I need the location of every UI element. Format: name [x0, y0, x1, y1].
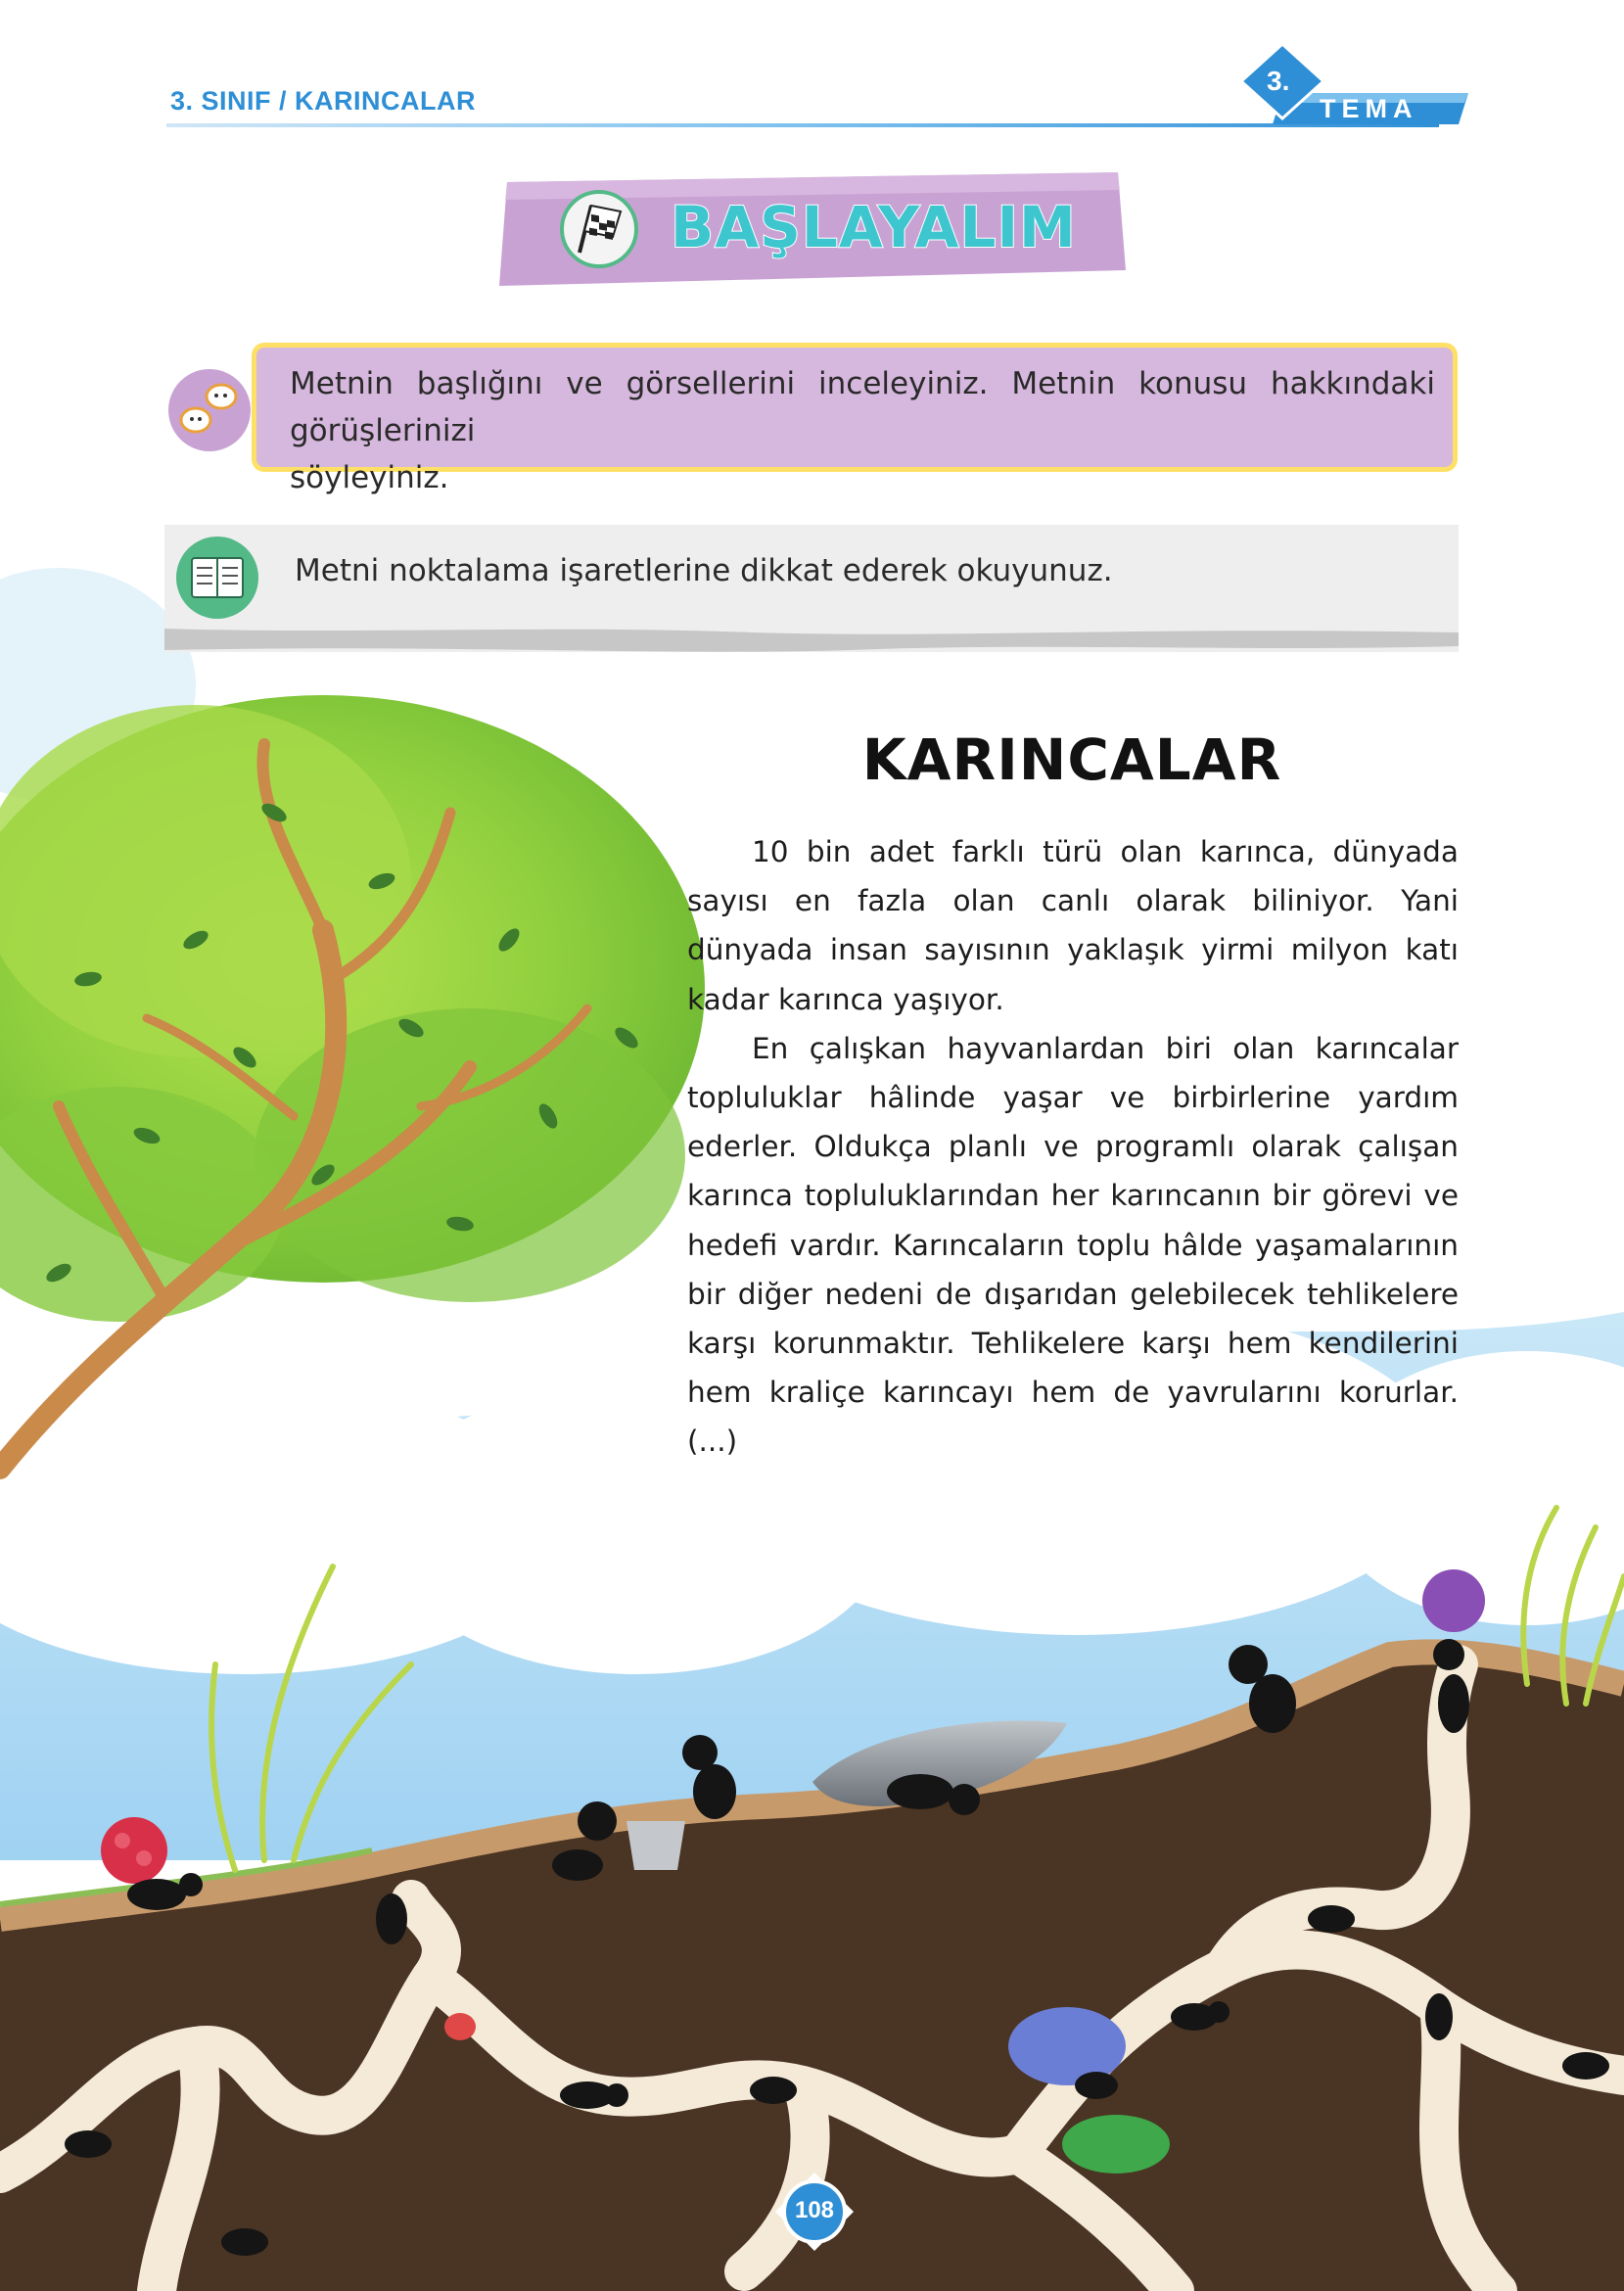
speech-bubbles-icon: [168, 369, 251, 451]
article-title: KARINCALAR: [861, 726, 1282, 793]
breadcrumb: 3. SINIF / KARINCALAR: [170, 86, 477, 116]
theme-number: 3.: [1267, 66, 1290, 96]
task-discuss-text: [290, 360, 1435, 501]
article-paragraph-2: En çalışkan hayvanlardan biri olan karıncalar topluluklar hâlinde yaşar ve birbirlerine yardım ederler. Oldukça planlı ve programlı olarak çalışan karınca topluluklarından her karıncanın bir görevi ve hedefi vardır. Karıncaların toplu hâlde yaşamalarının bir diğer nedeni de dışarıdan gelebilecek tehlikelere karşı korunmaktır. Tehlikelere karşı hem kendilerini hem kraliçe karıncayı hem de yavrularını korurlar. (...): [687, 1031, 1459, 1459]
page-number-badge: [773, 2171, 856, 2253]
article-paragraph-1: 10 bin adet farklı türü olan karınca, dünyada sayısı en fazla olan canlı olarak biliniyor. Yani dünyada insan sayısının yaklaşık yirmi milyon katı kadar karınca yaşıyor.: [687, 835, 1459, 1016]
task-read: [164, 525, 1459, 652]
theme-label: TEMA: [1320, 94, 1418, 123]
page-number: 108: [794, 2197, 835, 2223]
tree: [0, 695, 705, 1469]
task-discuss-line-2: söyleyiniz.: [290, 460, 449, 495]
section-banner: [499, 172, 1126, 286]
checkered-flag-icon: [560, 190, 638, 268]
task-read-text: Metni noktalama işaretlerine dikkat ederek okuyunuz.: [295, 553, 1113, 588]
banner-label: BAŞLAYALIM: [671, 194, 1077, 260]
open-book-icon: [176, 537, 258, 619]
task-discuss: [256, 348, 1453, 495]
task-discuss-line-1: Metnin başlığını ve görsellerini inceleyiniz. Metnin konusu hakkındaki görüşlerinizi: [290, 366, 1435, 448]
article-body: [687, 827, 1459, 1467]
theme-badge: [1233, 44, 1478, 136]
